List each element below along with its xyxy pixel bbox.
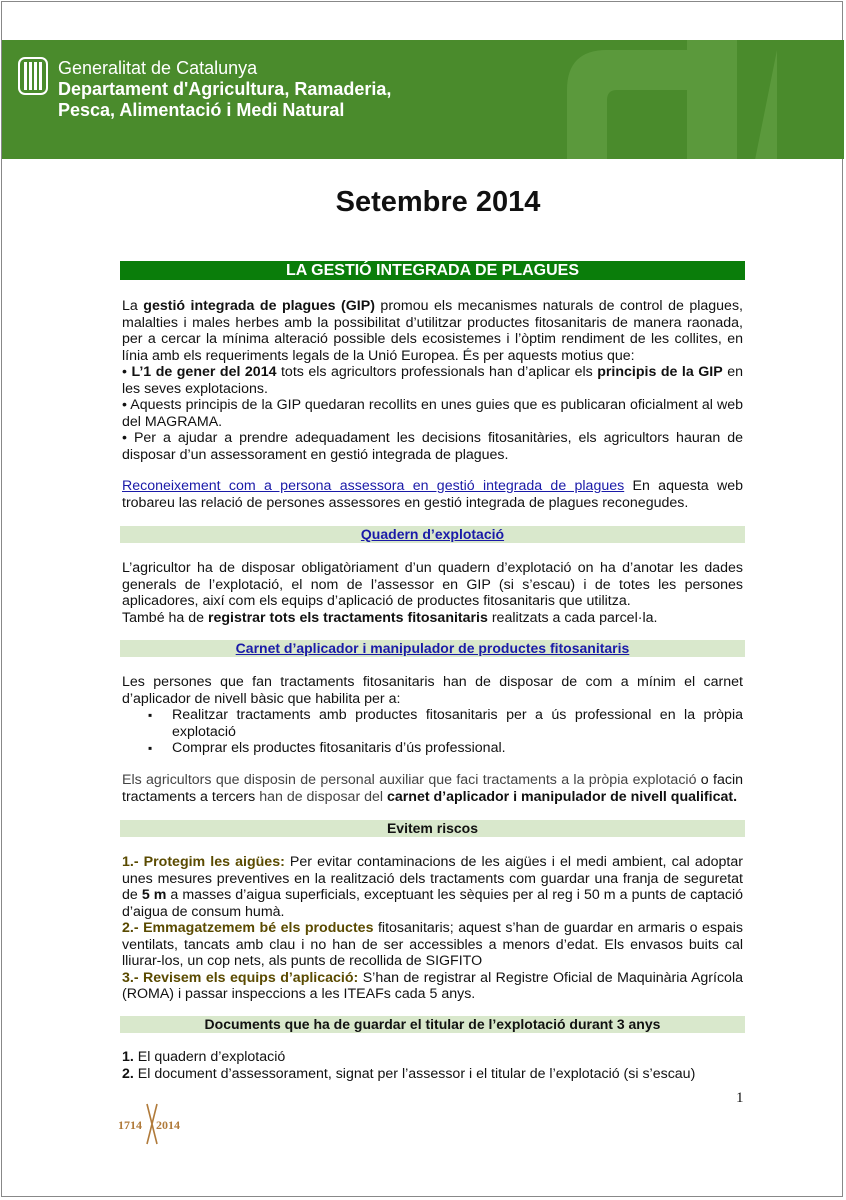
list-item: ▪ Realitzar tractaments amb productes fitosanitaris per a ús professional en la pròpia explotació bbox=[172, 707, 743, 740]
carnet-body bbox=[122, 674, 743, 757]
page-number: 1 bbox=[736, 1090, 744, 1106]
gip-intro: La gestió integrada de plagues (GIP) promou els mecanismes naturals de control de plagues, malalties i males herbes amb la possibilitat d’utilitzar productes fitosanitaris de manera raonada, per a cercar la mínima alteració possible dels ecosistemes i l’òptim rendiment de les collites, en línia amb els requeriments legals de la Unió Europea. És per aquests motius que: bbox=[122, 298, 743, 364]
quadern-paragraph-1: L’agricultor ha de disposar obligatòriament d’un quadern d’explotació on ha d’anotar les dades generals de l’explotació, el nom de l’assessor en GIP (si s’escau) i de totes les persones aplicadores, així com els equips d’aplicació de productes fitosanitaris que utilitza. bbox=[122, 560, 743, 609]
quadern-link[interactable]: Quadern d’explotació bbox=[360, 526, 505, 542]
riscos-body bbox=[122, 854, 743, 1003]
tricentenary-logo bbox=[118, 1102, 186, 1146]
section-heading-riscos: Evitem riscos bbox=[120, 820, 745, 837]
gip-bullet-1: • L’1 de gener del 2014 tots els agricultors professionals han d’aplicar els principis de la GIP en les seves explotacions. bbox=[122, 364, 743, 397]
org-line-2: Departament d'Agricultura, Ramaderia, bbox=[58, 79, 392, 99]
section-heading-documents: Documents que ha de guardar el titular de l’explotació durant 3 anys bbox=[120, 1016, 745, 1033]
organization-name bbox=[58, 58, 391, 121]
page-title: Setembre 2014 bbox=[335, 186, 541, 218]
risk-1: 1.- Protegim les aigües: Per evitar contaminacions de les aigües i el medi ambient, cal adoptar unes mesures preventives en la realització dels tractaments com guardar una franja de seguretat de 5 m a masses d’aigua superficials, exceptuant les sèquies per al reg i 50 m a punts de captació d’aigua de consum humà. bbox=[122, 854, 743, 920]
logo-year-left: 1714 bbox=[118, 1118, 142, 1132]
assessor-recognition-link[interactable]: Reconeixement com a persona assessora en gestió integrada de plagues bbox=[122, 478, 625, 494]
risk-2: 2.- Emmagatzemem bé els productes fitosanitaris; aquest s’han de guardar en armaris o espais ventilats, tancats amb clau i no han de ser accessibles a menors d’edat. Els envasos buits cal lliurar-los, un cop nets, als punts de recollida de SIGFITO bbox=[122, 920, 743, 969]
header-banner bbox=[2, 40, 844, 159]
document-item-2: 2. El document d’assessorament, signat per l’assessor i el titular de l’explotació (si s’escau) bbox=[122, 1065, 696, 1082]
generalitat-logo bbox=[18, 57, 48, 95]
carnet-list bbox=[122, 707, 743, 757]
gip-link-paragraph: Reconeixement com a persona assessora en gestió integrada de plagues En aquesta web trobareu las relació de persones assessores en gestió integrada de plagues reconegudes. bbox=[122, 478, 743, 511]
section-heading-carnet bbox=[120, 640, 745, 657]
section-heading-gip: LA GESTIÓ INTEGRADA DE PLAGUES bbox=[120, 261, 745, 280]
risk-3: 3.- Revisem els equips d’aplicació: S’han de registrar al Registre Oficial de Maquinària Agrícola (ROMA) i passar inspeccions a les ITEAFs cada 5 anys. bbox=[122, 969, 743, 1002]
carnet-paragraph-1: Les persones que fan tractaments fitosanitaris han de disposar de com a mínim el carnet d’aplicador de nivell bàsic que habilita per a: bbox=[122, 674, 743, 707]
gip-bullet-2: • Aquests principis de la GIP quedaran recollits en unes guies que es publicaran oficialment al web del MAGRAMA. bbox=[122, 397, 743, 430]
org-line-3: Pesca, Alimentació i Medi Natural bbox=[58, 100, 345, 120]
gip-bullet-3: • Per a ajudar a prendre adequadament les decisions fitosanitàries, els agricultors hauran de disposar d’un assessorament en gestió integrada de plagues. bbox=[122, 430, 743, 463]
gip-body bbox=[122, 298, 743, 463]
carnet-link[interactable]: Carnet d’aplicador i manipulador de productes fitosanitaris bbox=[235, 640, 630, 656]
list-item: ▪ Comprar els productes fitosanitaris d’ús professional. bbox=[172, 740, 743, 757]
carnet-paragraph-2: Els agricultors que disposin de personal auxiliar que faci tractaments a la pròpia explotació o facin tractaments a tercers han de disposar del carnet d’aplicador i manipulador de nivell qualificat. bbox=[122, 772, 743, 805]
documents-body bbox=[122, 1049, 743, 1082]
document-item-1: 1. El quadern d’explotació bbox=[122, 1049, 286, 1065]
quadern-body bbox=[122, 560, 743, 626]
quadern-paragraph-2: També ha de registrar tots els tractaments fitosanitaris realitzats a cada parcel·la. bbox=[122, 609, 658, 626]
banner-watermark-d bbox=[547, 40, 777, 159]
section-heading-quadern bbox=[120, 526, 745, 543]
logo-year-right: 2014 bbox=[156, 1118, 180, 1132]
org-line-1: Generalitat de Catalunya bbox=[58, 58, 258, 78]
